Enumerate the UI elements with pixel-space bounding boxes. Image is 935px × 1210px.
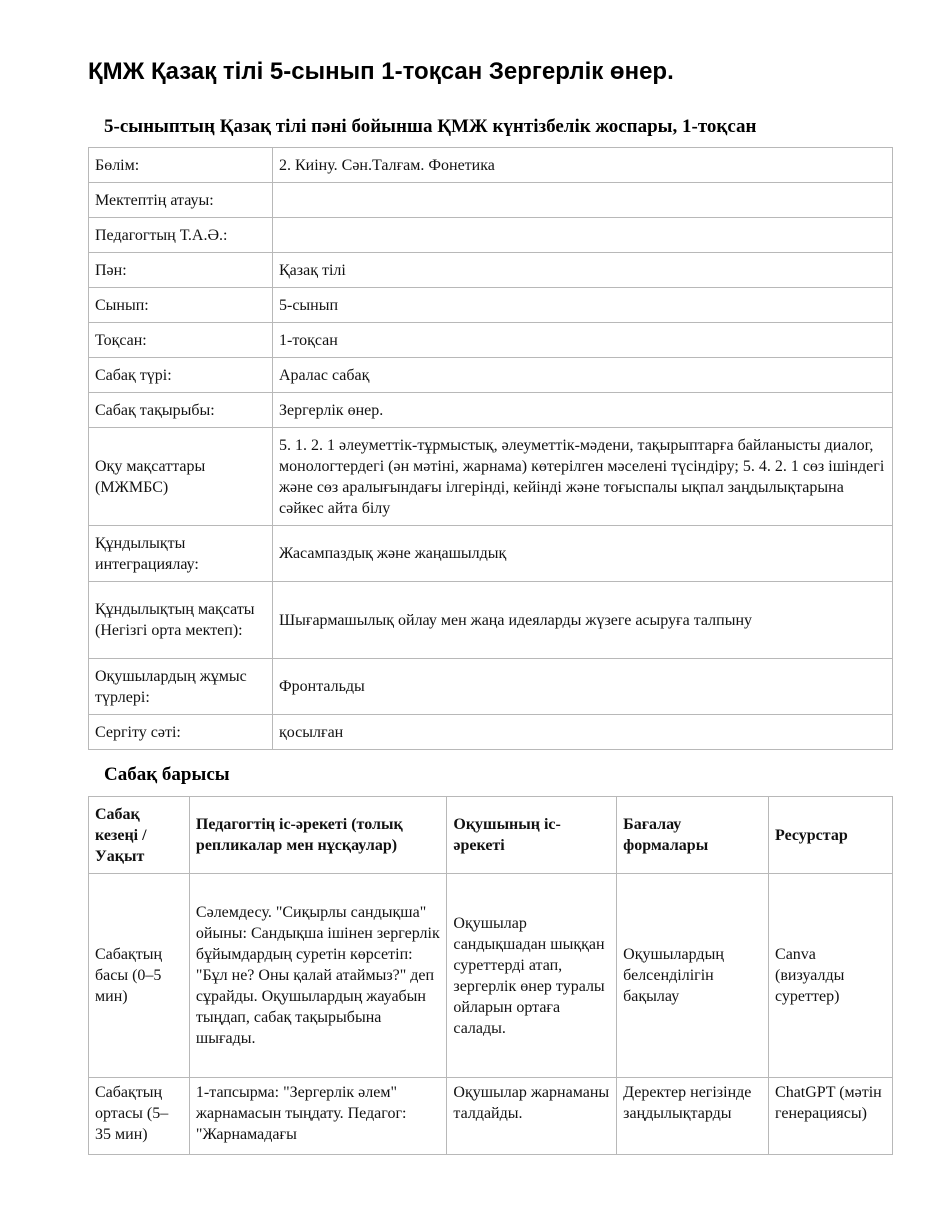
lesson-progress-heading: Сабақ барысы [104, 764, 230, 785]
info-row [89, 218, 893, 253]
lesson-cell-stage: Сабақтың басы (0–5 мин) [89, 874, 190, 1078]
lesson-cell-student: Оқушылар сандықшадан шыққан суреттерді атап, зергерлік өнер туралы ойларын ортаға салады. [447, 874, 617, 1078]
lesson-cell-teacher: Сәлемдесу. "Сиқырлы сандықша" ойыны: Сандықша ішінен зергерлік бұйымдардың суретін көрсетіп: "Бұл не? Оны қалай атаймыз?" деп сұрайды. Оқушылардың жауабын тыңдап, сабақ тақырыбына шығады. [189, 874, 446, 1078]
document-title: ҚМЖ Қазақ тілі 5-сынып 1-тоқсан Зергерлік өнер. [88, 58, 674, 85]
lesson-cell-assessment: Оқушылардың белсенділігін бақылау [617, 874, 769, 1078]
info-value: Жасампаздық және жаңашылдық [273, 526, 893, 582]
lesson-cell-stage: Сабақтың ортасы (5–35 мин) [89, 1078, 190, 1155]
info-row [89, 715, 893, 750]
lesson-column-header: Бағалау формалары [617, 797, 769, 874]
lesson-row [89, 874, 893, 1078]
info-value: Зергерлік өнер. [273, 393, 893, 428]
info-label: Сабақ түрі: [89, 358, 273, 393]
info-row [89, 582, 893, 659]
info-label: Сабақ тақырыбы: [89, 393, 273, 428]
info-row [89, 428, 893, 526]
info-label: Тоқсан: [89, 323, 273, 358]
info-label: Оқушылардың жұмыс түрлері: [89, 659, 273, 715]
info-value: 2. Киіну. Сән.Талғам. Фонетика [273, 148, 893, 183]
info-label: Педагогтың Т.А.Ә.: [89, 218, 273, 253]
lesson-column-header: Оқушының іс-әрекеті [447, 797, 617, 874]
info-row [89, 288, 893, 323]
lesson-row [89, 1078, 893, 1155]
info-row [89, 659, 893, 715]
info-value: 5. 1. 2. 1 әлеуметтік-тұрмыстық, әлеуметтік-мәдени, тақырыптарға байланысты диалог, монологтердегі (ән мәтіні, жарнама) көтерілген мәселені түсіндіру; 5. 4. 2. 1 сөз ішіндегі және сөз аралығындағы ілгерінді, кейінді және тоғыспалы ықпал заңдылықтарына сәйкес айта білу [273, 428, 893, 526]
lesson-column-header: Ресурстар [769, 797, 893, 874]
info-label: Пән: [89, 253, 273, 288]
info-row [89, 323, 893, 358]
info-label: Құндылықтың мақсаты (Негізгі орта мектеп): [89, 582, 273, 659]
lesson-cell-resources: ChatGPT (мәтін генерациясы) [769, 1078, 893, 1155]
info-label: Құндылықты интеграциялау: [89, 526, 273, 582]
info-label: Оқу мақсаттары (МЖМБС) [89, 428, 273, 526]
info-row [89, 148, 893, 183]
info-row [89, 393, 893, 428]
info-row [89, 253, 893, 288]
lesson-table-header-row [89, 797, 893, 874]
lesson-progress-table [88, 796, 893, 1155]
info-value: 1-тоқсан [273, 323, 893, 358]
info-value: Қазақ тілі [273, 253, 893, 288]
info-value: Шығармашылық ойлау мен жаңа идеяларды жүзеге асыруға талпыну [273, 582, 893, 659]
info-row [89, 358, 893, 393]
plan-heading: 5-сыныптың Қазақ тілі пәні бойынша ҚМЖ күнтізбелік жоспары, 1-тоқсан [104, 116, 757, 137]
lesson-cell-student: Оқушылар жарнаманы талдайды. [447, 1078, 617, 1155]
info-label: Мектептің атауы: [89, 183, 273, 218]
info-value: Фронтальды [273, 659, 893, 715]
lesson-column-header: Педагогтің іс-әрекеті (толық репликалар мен нұсқаулар) [189, 797, 446, 874]
lesson-cell-assessment: Деректер негізінде заңдылықтарды [617, 1078, 769, 1155]
info-label: Бөлім: [89, 148, 273, 183]
info-value: Аралас сабақ [273, 358, 893, 393]
info-row [89, 183, 893, 218]
lesson-cell-resources: Canva (визуалды суреттер) [769, 874, 893, 1078]
info-value: қосылған [273, 715, 893, 750]
info-value [273, 218, 893, 253]
info-row [89, 526, 893, 582]
info-value: 5-сынып [273, 288, 893, 323]
info-label: Сынып: [89, 288, 273, 323]
info-label: Сергіту сәті: [89, 715, 273, 750]
info-value [273, 183, 893, 218]
lesson-cell-teacher: 1-тапсырма: "Зергерлік әлем" жарнамасын тыңдату. Педагог: "Жарнамадағы [189, 1078, 446, 1155]
lesson-column-header: Сабақ кезеңі / Уақыт [89, 797, 190, 874]
lesson-info-table [88, 147, 893, 750]
